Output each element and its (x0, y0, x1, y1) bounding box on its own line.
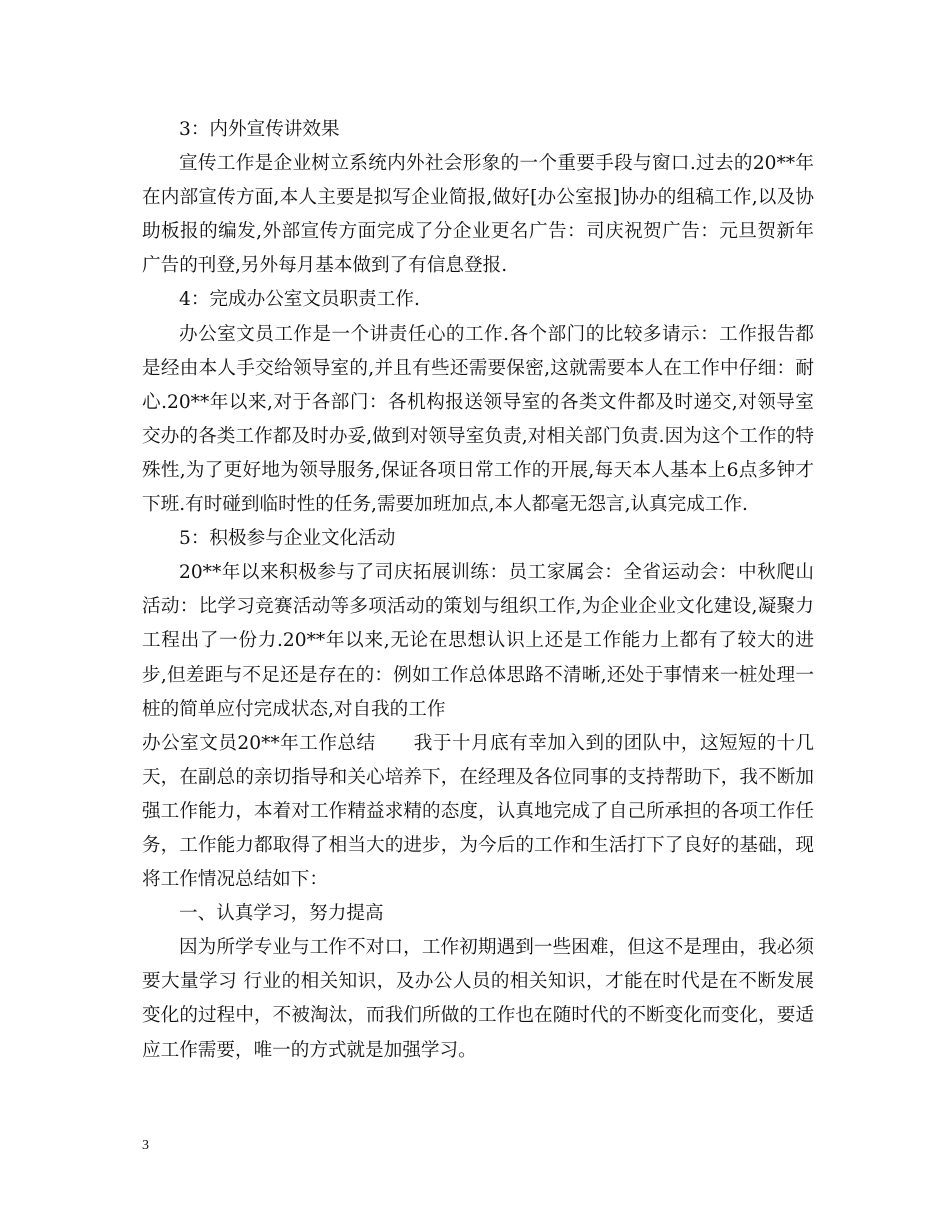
section-heading-study: 一、认真学习，努力提高 (179, 903, 384, 925)
body-paragraph-summary-intro: 办公室文员20**年工作总结 我于十月底有幸加入到的团队中，这短短的十几天，在副总的亲切指导和关心培养下，在经理及各位同事的支持帮助下，我不断加强工作能力，本着对工作精益求精的态度，认真地完成了自己所承担的各项工作任务，工作能力都取得了相当大的进步，为今后的工作和生活打下了良好的基础，现将工作情况总结如下： (142, 732, 814, 891)
body-paragraph-culture-activities: 20**年以来积极参与了司庆拓展训练：员工家属会：全省运动会：中秋爬山活动：比学习竞赛活动等多项活动的策划与组织工作,为企业企业文化建设,凝聚力工程出了一份力.20**年以来,无论在思想认识上还是工作能力上都有了较大的进步,但差距与不足还是存在的：例如工作总体思路不清晰,还处于事情来一桩处理一桩的简单应付完成状态,对自我的工作 (142, 562, 814, 720)
body-paragraph-publicity: 宣传工作是企业树立系统内外社会形象的一个重要手段与窗口.过去的20**年在内部宣传方面,本人主要是拟写企业简报,做好[办公室报]协办的组稿工作,以及协助板报的编发,外部宣传方面完成了分企业更名广告：司庆祝贺广告：元旦贺新年广告的刊登,另外每月基本做到了有信息登报. (142, 153, 814, 277)
section-heading-4: 4：完成办公室文员职责工作. (179, 289, 420, 311)
page-number: 3 (142, 1138, 149, 1153)
body-paragraph-clerk-duties: 办公室文员工作是一个讲责任心的工作.各个部门的比较多请示：工作报告都是经由本人手交给领导室的,并且有些还需要保密,这就需要本人在工作中仔细：耐心.20**年以来,对于各部门：各机构报送领导室的各类文件都及时递交,对领导室交办的各类工作都及时办妥,做到对领导室负责,对相关部门负责.因为这个工作的特殊性,为了更好地为领导服务,保证各项日常工作的开展,每天本人基本上6点多钟才下班.有时碰到临时性的任务,需要加班加点,本人都毫无怨言,认真完成工作. (142, 323, 814, 516)
body-paragraph-study: 因为所学专业与工作不对口，工作初期遇到一些困难，但这不是理由，我必须要大量学习 行业的相关知识，及办公人员的相关知识，才能在时代是在不断发展变化的过程中，不被淘汰，而我们所做的工作也在随时代的不断变化而变化，要适应工作需要，唯一的方式就是加强学习。 (142, 937, 814, 1061)
section-heading-5: 5：积极参与企业文化活动 (179, 528, 396, 550)
document-body (142, 113, 814, 1068)
section-heading-3: 3：内外宣传讲效果 (179, 119, 340, 140)
